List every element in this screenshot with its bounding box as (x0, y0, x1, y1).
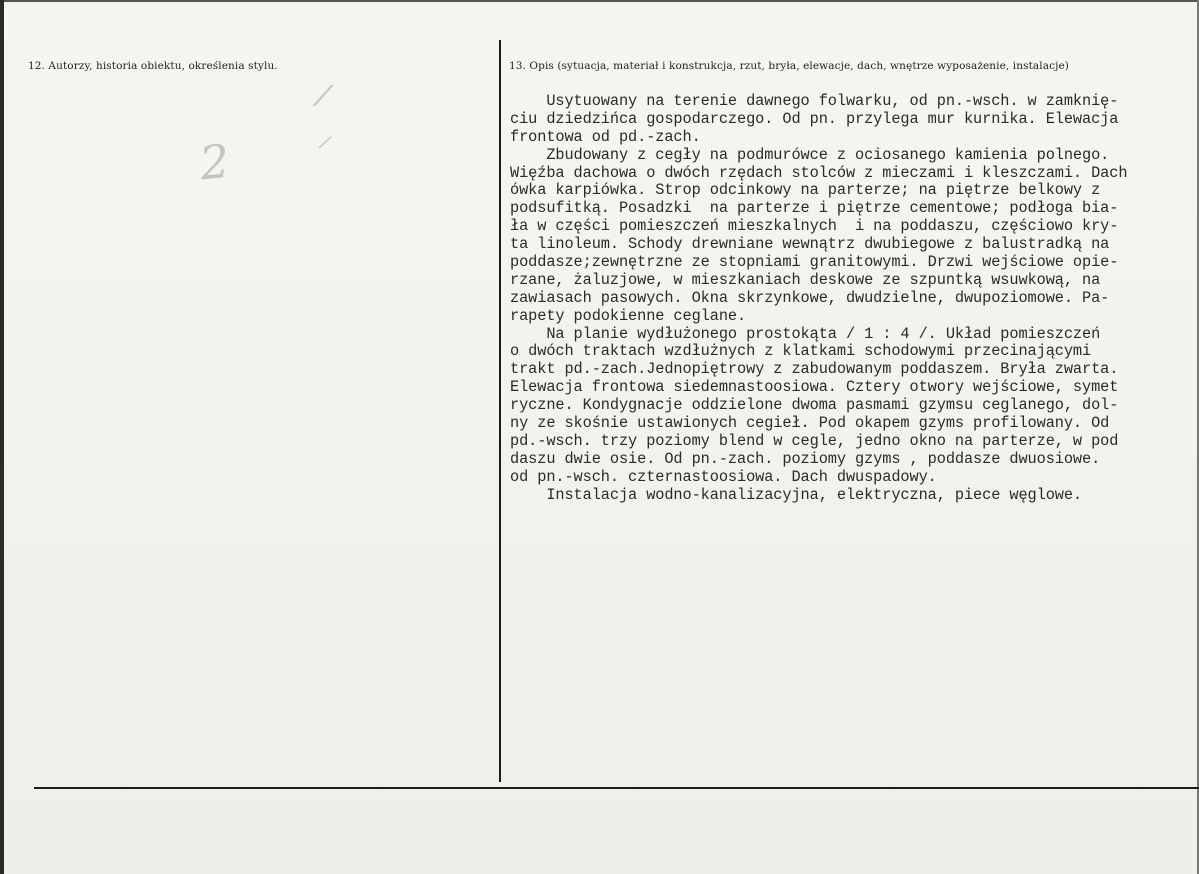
description-line: ryczne. Kondygnacje oddzielone dwoma pasmami gzymsu ceglanego, dol- (510, 396, 1119, 415)
description-line: Na planie wydłużonego prostokąta / 1 : 4 /. Układ pomieszczeń (510, 324, 1101, 343)
description-line: Elewacja frontowa siedemnastoosiowa. Cztery otwory wejściowe, symet (510, 378, 1119, 397)
pencil-mark: / (318, 131, 332, 154)
description-line: rzane, żaluzjowe, w mieszkaniach deskowe ze szpuntką wsuwkową, na (510, 270, 1101, 289)
pencil-mark: / (313, 77, 333, 114)
description-line: ciu dziedzińca gospodarczego. Od pn. przylega mur kurnika. Elewacja (510, 109, 1119, 128)
description-line: od pn.-wsch. czternastoosiowa. Dach dwuspadowy. (510, 467, 937, 486)
column-divider (499, 40, 501, 782)
description-line: Usytuowany na terenie dawnego folwarku, od pn.-wsch. w zamknię- (510, 92, 1119, 110)
description-line: ny ze skośnie ustawionych cegieł. Pod okapem gzyms profilowany. Od (510, 414, 1110, 433)
description-line: frontowa od pd.-zach. (510, 127, 701, 146)
section-13-header: 13. Opis (sytuacja, materiał i konstrukcja, rzut, bryła, elewacje, dach, wnętrze wyposażenie, instalacje) (509, 60, 1069, 72)
section-12-header: 12. Autorzy, historia obiektu, określenia stylu. (28, 60, 278, 72)
description-line: o dwóch traktach wzdłużnych z klatkami schodowymi przecinającymi (510, 342, 1092, 361)
description-line: Instalacja wodno-kanalizacyjna, elektryczna, piece węglowe. (510, 485, 1083, 504)
description-line: podsufitką. Posadzki na parterze i piętrze cementowe; podłoga bia- (510, 199, 1119, 218)
description-line: Więźba dachowa o dwóch rzędach stolców z mieczami i kleszczami. Dach (510, 163, 1128, 182)
description-line: trakt pd.-zach.Jednopiętrowy z zabudowanym poddaszem. Bryła zwarta. (510, 360, 1119, 379)
description-line: rapety podokienne ceglane. (510, 306, 747, 325)
page-top-edge (0, 0, 1199, 2)
description-text (510, 93, 1198, 504)
description-line: zawiasach pasowych. Okna skrzynkowe, dwudzielne, dwupoziomowe. Pa- (510, 288, 1110, 307)
description-line: ówka karpiówka. Strop odcinkowy na parterze; na piętrze belkowy z (510, 181, 1101, 200)
description-line: Zbudowany z cegły na podmurówce z ociosanego kamienia polnego. (510, 145, 1110, 164)
description-line: pd.-wsch. trzy poziomy blend w cegle, jedno okno na parterze, w pod (510, 431, 1119, 450)
description-line: daszu dwie osie. Od pn.-zach. poziomy gzyms , poddasze dwuosiowe. (510, 449, 1101, 468)
bottom-rule (34, 787, 1199, 789)
page-left-edge (0, 0, 4, 874)
description-line: ła w części pomieszczeń mieszkalnych i na poddaszu, częściowo kry- (510, 217, 1119, 236)
description-line: ta linoleum. Schody drewniane wewnątrz dwubiegowe z balustradką na (510, 235, 1110, 254)
description-line: poddasze;zewnętrzne ze stopniami granitowymi. Drzwi wejściowe opie- (510, 253, 1119, 272)
pencil-mark: 2 (197, 133, 233, 191)
